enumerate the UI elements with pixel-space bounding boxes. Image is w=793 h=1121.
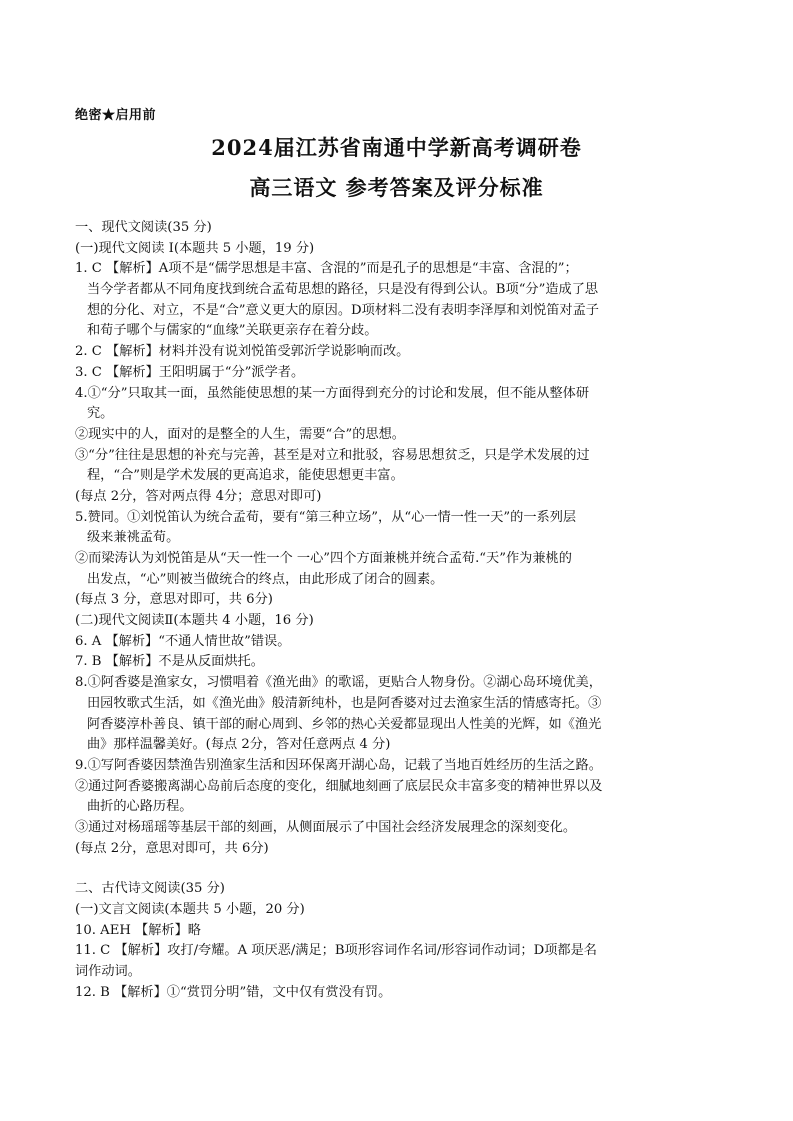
answer-line: ②现实中的人，面对的是整全的人生，需要“合”的思想。 (75, 426, 405, 442)
answer-line: ②而梁涛认为刘悦笛是从“天一性一个 一心”四个方面兼桃并统合孟荀.“天”作为兼桃的 (75, 551, 572, 566)
answer-line: 4.①“分”只取其一面，虽然能使思想的某一方面得到充分的讨论和发展，但不能从整体研 (75, 385, 589, 401)
answer-line: 程，“合”则是学术发展的更高追求，能使思想更丰富。 (87, 468, 404, 484)
answer-line: 3. C 【解析】王阳明属于“分”派学者。 (75, 364, 305, 380)
answer-line: 和荀子哪个与儒家的“血缘”关联更亲存在着分歧。 (87, 323, 378, 339)
answer-line: 出发点，“心”则被当做统合的终点，由此形成了闭合的圆素。 (87, 571, 444, 587)
answer-line: 当今学者都从不同角度找到统合孟荀思想的路径，只是没有得到公认。B项“分”造成了思 (87, 282, 599, 298)
answer-line: 9.①写阿香婆因禁渔告别渔家生活和因环保离开湖心岛，记载了当地百姓经历的生活之路。 (75, 757, 602, 773)
scoring-note: (每点 2分，意思对即可，共 6分) (75, 840, 269, 856)
answer-line: 究。 (87, 406, 114, 422)
answer-line: 阿香婆淳朴善良、镇干部的耐心周到、乡邻的热心关爱都显现出人性美的光辉，如《渔光 (87, 716, 602, 732)
answer-line: 田园牧歌式生活，如《渔光曲》般清新纯朴，也是阿香婆对过去渔家生活的情感寄托。③ (87, 695, 602, 711)
answer-line: ②通过阿香婆搬离湖心岛前后态度的变化，细腻地刻画了底层民众丰富多变的精神世界以及 (75, 778, 603, 794)
answer-line: 1. C 【解析】A项不是“儒学思想是丰富、含混的”而是孔子的思想是“丰富、含混的”； (75, 261, 578, 277)
subsection-heading: (一)现代文阅读 Ⅰ(本题共 5 小题，19 分) (75, 240, 315, 256)
answer-line: ③通过对杨瑶瑶等基层干部的刻画，从侧面展示了中国社会经济发展理念的深刻变化。 (75, 819, 577, 835)
section-heading: 一、现代文阅读(35 分) (75, 220, 212, 235)
answer-line: 想的分化、对立，不是“合”意义更大的原因。D项材料二没有表明李泽厚和刘悦笛对孟子 (87, 302, 599, 318)
answer-line: 7. B 【解析】不是从反面烘托。 (75, 654, 264, 670)
answer-line: 10. AEH 【解析】略 (75, 922, 201, 938)
section-heading: 二、古代诗文阅读(35 分) (75, 881, 225, 897)
answer-body (75, 218, 725, 1003)
answer-line: 2. C 【解析】材料并没有说刘悦笛受郭沂学说影响而改。 (75, 344, 410, 360)
subsection-heading: (一)文言文阅读(本题共 5 小题，20 分) (75, 902, 305, 917)
answer-line: 词作动词。 (75, 964, 141, 980)
scoring-note: (每点 3 分，意思对即可，共 6分) (75, 592, 273, 608)
document-subtitle: 高三语文 参考答案及评分标准 (249, 175, 544, 200)
answer-line: 曲折的心路历程。 (87, 799, 193, 815)
document-title: 2024届江苏省南通中学新高考调研卷 (211, 135, 582, 160)
section-gap (75, 859, 725, 879)
answer-line: 6. A 【解析】“不通人情世故”错误。 (75, 633, 291, 649)
secret-label: 绝密★启用前 (75, 108, 157, 123)
answer-line: 曲》那样温馨美好。(每点 2分，答对任意两点 4 分) (87, 737, 391, 753)
answer-line: 级来兼祧孟荀。 (87, 530, 180, 546)
answer-line: 12. B 【解析】①“赏罚分明”错，文中仅有赏没有罚。 (75, 984, 392, 1000)
answer-line: ③“分”往往是思想的补充与完善，甚至是对立和批驳，容易思想贫乏，只是学术发展的过 (75, 447, 590, 463)
subsection-heading: (二)现代文阅读Ⅱ(本题共 4 小题，16 分) (75, 613, 314, 629)
answer-line: 5.赞同。①刘悦笛认为统合孟荀，要有“第三种立场”，从“心一情一性一天”的一系列层 (75, 509, 577, 525)
answer-line: 11. C 【解析】攻打/夸耀。A 项厌恶/满足；B项形容词作名词/形容词作动词；D项都是名 (75, 943, 597, 959)
answer-line: 8.①阿香婆是渔家女，习惯唱着《渔光曲》的歌谣，更贴合人物身份。②湖心岛环境优美， (75, 675, 602, 691)
scoring-note: (每点 2分，答对两点得 4分；意思对即可) (75, 488, 322, 504)
